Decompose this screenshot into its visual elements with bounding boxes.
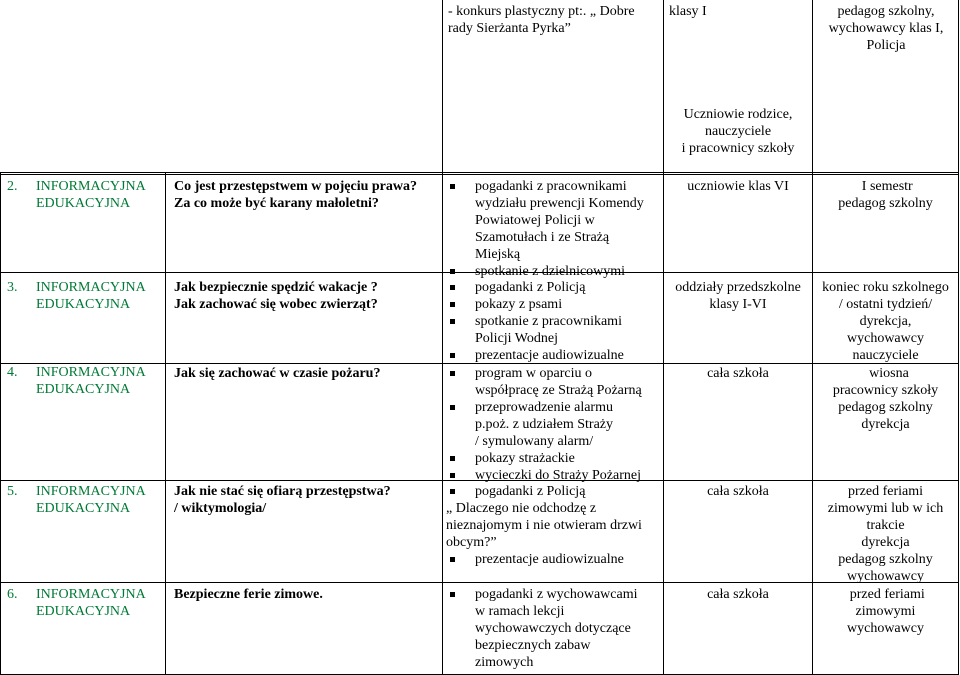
row-number: 2. (7, 179, 18, 194)
activity-line: pokazy strażackie (475, 451, 575, 466)
activity-line: spotkanie z pracownikami (475, 314, 622, 329)
bullet-icon (450, 353, 455, 358)
activity-line: wychowawczych dotyczące (475, 621, 631, 636)
category-line: EDUKACYJNA (36, 604, 131, 619)
activity-line: obcym?” (446, 535, 497, 550)
activity-line: współpracę ze Strażą Pożarną (475, 383, 642, 398)
timing-line: pedagog szkolny (838, 400, 933, 415)
list-item (446, 296, 624, 313)
row-topic (174, 365, 380, 382)
activity-line: zimowych (475, 655, 534, 670)
responsible-line: pedagog szkolny, (837, 4, 935, 19)
activity-line: p.poż. z udziałem Straży (475, 417, 614, 432)
category-line: EDUKACYJNA (36, 382, 131, 397)
contest-line: rady Sierżanta Pyrka” (448, 21, 571, 36)
timing-line: pedagog szkolny (838, 552, 933, 567)
activity-line: pogadanki z Policją (475, 484, 586, 499)
activity-line: program w oparciu o (475, 366, 593, 381)
participants-line: Uczniowie rodzice, (683, 107, 793, 122)
list-item (446, 483, 642, 500)
list-item (446, 551, 642, 568)
timing-line: trakcie (866, 518, 905, 533)
bullet-icon (450, 319, 455, 324)
audience-line: uczniowie klas VI (687, 179, 789, 194)
bullet-icon (450, 184, 455, 189)
list-item (446, 347, 624, 364)
row-audience (664, 178, 812, 195)
contest-line: - konkurs plastyczny pt:. „ Dobre (448, 4, 635, 19)
timing-line: dyrekcja (861, 417, 910, 432)
responsible-line: wychowawcy klas I, (828, 21, 944, 36)
audience-line: cała szkoła (707, 484, 769, 499)
responsible-line: Policja (866, 38, 906, 53)
participants-line: nauczyciele (704, 124, 772, 139)
list-item (446, 313, 624, 347)
activities-list (446, 586, 638, 671)
row-number: 5. (7, 484, 18, 499)
timing-line: wychowawcy (847, 569, 924, 584)
row-timing (813, 178, 958, 212)
topic-line: Jak zachować się wobec zwierząt? (174, 297, 378, 312)
activity-line: wycieczki do Straży Pożarnej (475, 468, 641, 483)
row-audience (664, 483, 812, 500)
participants-line: i pracownicy szkoły (681, 141, 795, 156)
timing-line: zimowymi lub w ich (827, 501, 944, 516)
activity-line: Powiatowej Policji w (475, 213, 595, 228)
timing-line: przed feriami (847, 484, 923, 499)
activity-line: prezentacje audiowizualne (475, 348, 624, 363)
topic-line: Co jest przestępstwem w pojęciu prawa? (174, 179, 418, 194)
bullet-icon (450, 592, 455, 597)
row-timing (813, 483, 958, 585)
list-item (446, 500, 642, 551)
category-line: INFORMACYJNA (36, 484, 146, 499)
timing-line: dyrekcja, (859, 314, 912, 329)
row-category (36, 364, 146, 398)
timing-line: pracownicy szkoły (832, 383, 939, 398)
bullet-icon (450, 557, 455, 562)
activity-line: wydziału prewencji Komendy (475, 196, 644, 211)
list-item (446, 586, 638, 671)
row-number: 3. (7, 280, 18, 295)
timing-line: zimowymi (855, 604, 916, 619)
timing-line: wiosna (862, 366, 909, 381)
row-audience (664, 586, 812, 603)
list-item (446, 263, 644, 280)
audience-line: cała szkoła (707, 366, 769, 381)
topic-line: Jak bezpiecznie spędzić wakacje ? (174, 280, 378, 295)
audience-line: cała szkoła (707, 587, 769, 602)
timing-line: koniec roku szkolnego (822, 280, 949, 295)
row-audience (664, 365, 812, 382)
category-line: INFORMACYJNA (36, 280, 146, 295)
row-audience (664, 279, 812, 313)
timing-line: wychowawcy (847, 331, 924, 346)
list-item (446, 178, 644, 263)
row-category (36, 279, 146, 313)
row-category (36, 178, 146, 212)
participants (664, 106, 812, 157)
activity-line: przeprowadzenie alarmu (475, 400, 613, 415)
audience-line: oddziały przedszkolne (675, 280, 801, 295)
activities-list (446, 483, 642, 568)
list-item (446, 399, 642, 450)
list-item (446, 279, 624, 296)
row-topic (174, 279, 378, 313)
bullet-icon (450, 269, 455, 274)
activities-list (446, 365, 642, 484)
row-category (36, 586, 146, 620)
bullet-icon (450, 285, 455, 290)
category-line: EDUKACYJNA (36, 196, 131, 211)
activity-line: pokazy z psami (475, 297, 563, 312)
topic-line: Jak nie stać się ofiarą przestępstwa? (174, 484, 391, 499)
timing-line: przed feriami (846, 587, 925, 602)
row-number: 4. (7, 365, 18, 380)
topic-line: Bezpieczne ferie zimowe. (174, 587, 323, 602)
timing-line: nauczyciele (852, 348, 919, 363)
timing-line: dyrekcja (861, 535, 910, 550)
list-item (446, 450, 642, 467)
activity-line: Policji Wodnej (475, 331, 559, 346)
activity-line: / symulowany alarm/ (475, 434, 594, 449)
timing-line: I semestr (858, 179, 913, 194)
bullet-icon (450, 405, 455, 410)
audience-line: klasy I-VI (709, 297, 767, 312)
row-timing (813, 586, 958, 637)
activities-list (446, 279, 624, 364)
activity-line: prezentacje audiowizualne (475, 552, 624, 567)
bullet-icon (450, 473, 455, 478)
contest-responsible (814, 3, 958, 54)
bullet-icon (450, 371, 455, 376)
activity-line: „ Dlaczego nie odchodzę z (446, 501, 597, 516)
activities-list (446, 178, 644, 280)
activity-line: pogadanki z pracownikami (475, 179, 627, 194)
list-item (446, 365, 642, 399)
bullet-icon (450, 489, 455, 494)
contest-classes: klasy I (669, 4, 707, 19)
activity-line: w ramach lekcji (475, 604, 565, 619)
category-line: EDUKACYJNA (36, 297, 131, 312)
row-timing (813, 279, 958, 364)
row-timing (813, 365, 958, 433)
activity-line: bezpiecznych zabaw (475, 638, 591, 653)
activity-line: nieznajomym i nie otwieram drzwi (446, 518, 642, 533)
activity-line: pogadanki z Policją (475, 280, 586, 295)
activity-line: Miejską (475, 247, 521, 262)
row-category (36, 483, 146, 517)
activity-line: spotkanie z dzielnicowymi (475, 264, 626, 279)
contest-text (448, 3, 635, 37)
activity-line: Szamotułach i ze Strażą (475, 230, 610, 245)
category-line: INFORMACYJNA (36, 179, 146, 194)
category-line: INFORMACYJNA (36, 587, 146, 602)
bullet-icon (450, 302, 455, 307)
list-item (446, 467, 642, 484)
topic-line: Za co może być karany małoletni? (174, 196, 379, 211)
timing-line: / ostatni tydzień/ (838, 297, 933, 312)
row-number: 6. (7, 587, 18, 602)
row-topic (174, 483, 391, 517)
timing-line: pedagog szkolny (838, 196, 933, 211)
row-topic (174, 178, 417, 212)
category-line: EDUKACYJNA (36, 501, 131, 516)
activity-line: pogadanki z wychowawcami (475, 587, 638, 602)
category-line: INFORMACYJNA (36, 365, 146, 380)
row-topic (174, 586, 323, 603)
timing-line: wychowawcy (847, 621, 924, 636)
topic-line: Jak się zachować w czasie pożaru? (174, 366, 381, 381)
bullet-icon (450, 456, 455, 461)
topic-line: / wiktymologia/ (174, 501, 267, 516)
